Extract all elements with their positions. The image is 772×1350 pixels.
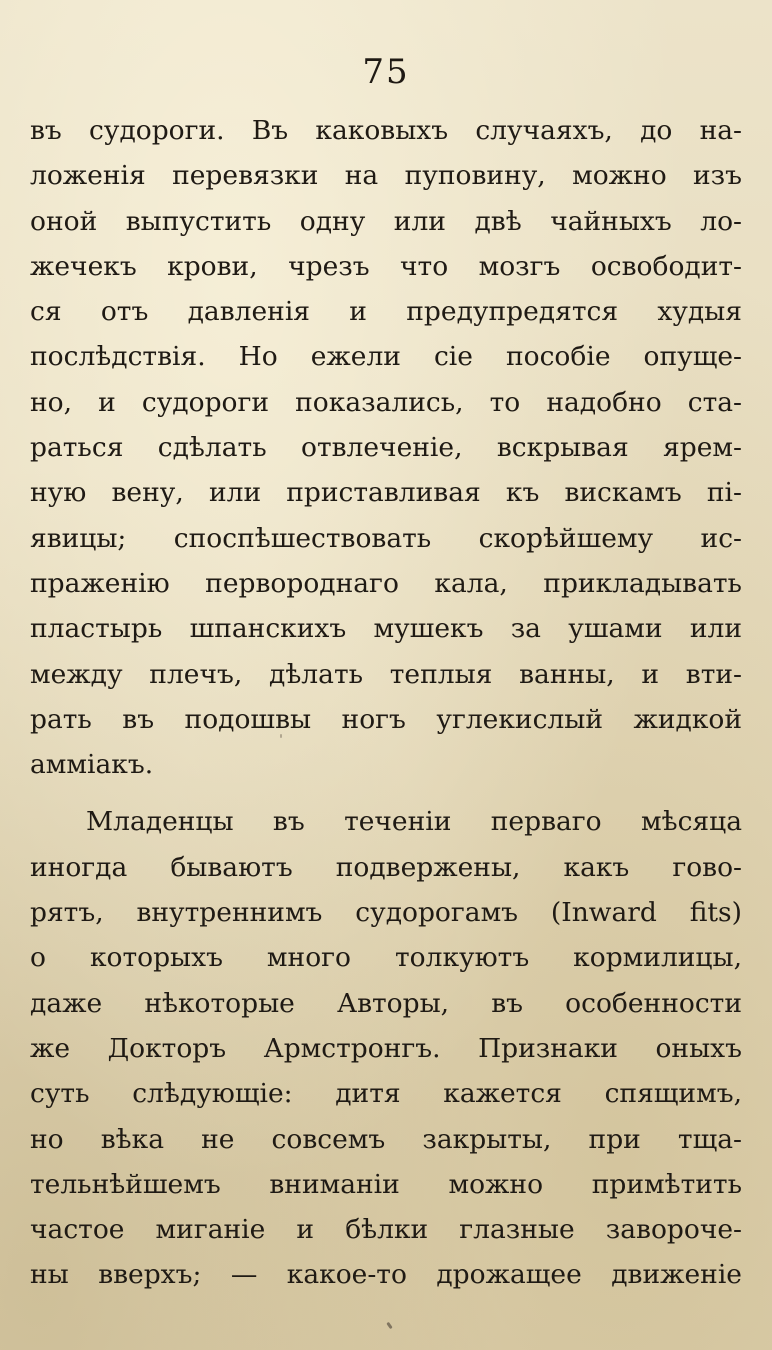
text-line: рятъ, внутреннимъ судорогамъ (Inward fits) [30, 897, 742, 929]
paragraph-gap [30, 787, 742, 799]
text-line: Младенцы въ теченіи перваго мѣсяца [86, 806, 742, 838]
text-line: тельнѣйшемъ вниманіи можно примѣтить [30, 1168, 742, 1200]
text-line: ся отъ давленія и предупредятся худыя [30, 296, 742, 328]
text-line: пластырь шпанскихъ мушекъ за ушами или [30, 613, 742, 645]
page-text [30, 108, 742, 1298]
text-line: ложенія перевязки на пуповину, можно изъ [30, 160, 742, 192]
text-line: жечекъ крови, чрезъ что мозгъ освободит- [30, 250, 742, 282]
text-line: рать въ подошвы ногъ углекислый жидкой [30, 703, 742, 735]
page-number: 75 [362, 52, 410, 92]
text-line: послѣдствія. Но ежели сіе пособіе опуще- [30, 341, 742, 373]
text-line: же Докторъ Армстронгъ. Признаки оныхъ [30, 1032, 742, 1064]
text-line: оной выпустить одну или двѣ чайныхъ ло- [30, 205, 742, 237]
text-line: явицы; споспѣшествовать скорѣйшему ис- [30, 522, 742, 554]
text-line: раться сдѣлать отвлеченіе, вскрывая ярем- [30, 432, 742, 464]
paper-speck [386, 1322, 392, 1329]
text-line: въ судороги. Въ каковыхъ случаяхъ, до на- [30, 115, 742, 146]
paragraph-1 [30, 108, 742, 787]
text-line: но, и судороги показались, то надобно ста- [30, 386, 742, 418]
text-line: праженію первороднаго кала, прикладывать [30, 567, 742, 599]
text-line: но вѣка не совсемъ закрыты, при тща- [30, 1123, 742, 1155]
text-line: частое миганіе и бѣлки глазные завороче- [30, 1214, 742, 1246]
text-line: амміакъ. [30, 749, 154, 781]
text-line: ную вену, или приставливая къ вискамъ пі- [30, 477, 742, 509]
text-line: даже нѣкоторые Авторы, въ особенности [30, 987, 742, 1019]
paper-speck [280, 734, 282, 738]
text-line: иногда бываютъ подвержены, какъ гово- [30, 851, 742, 883]
paragraph-2 [30, 799, 742, 1297]
text-line: о которыхъ много толкуютъ кормилицы, [30, 942, 742, 974]
text-line: ны вверхъ; — какое-то дрожащее движеніе [30, 1259, 742, 1291]
text-line: суть слѣдующіе: дитя кажется спящимъ, [30, 1078, 742, 1110]
text-line: между плечъ, дѣлать теплыя ванны, и вти- [30, 658, 742, 690]
